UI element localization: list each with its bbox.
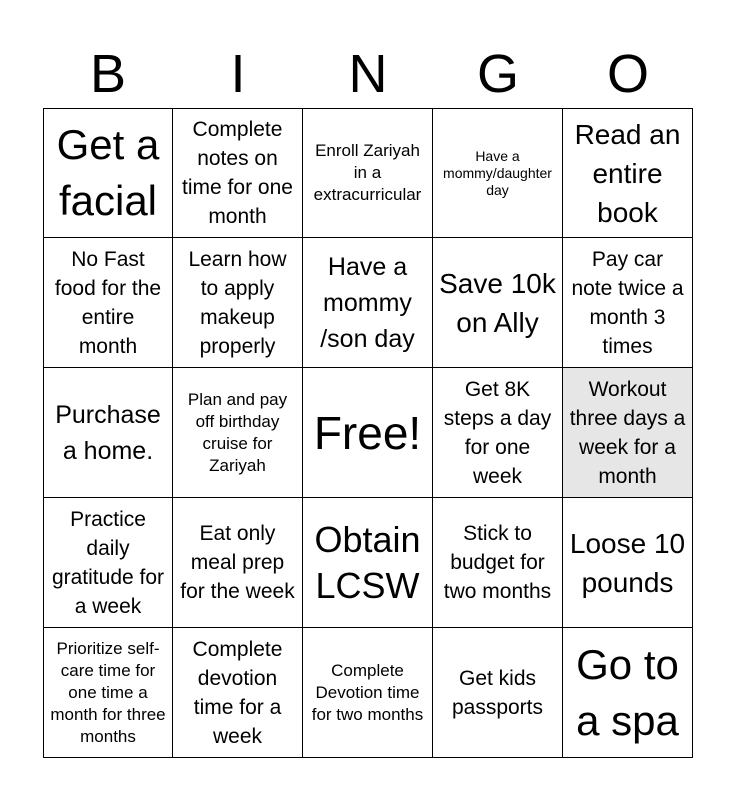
- bingo-cell[interactable]: [433, 368, 563, 498]
- cell-text: Complete Devotion time for two months: [311, 660, 424, 724]
- bingo-cell[interactable]: [303, 628, 433, 758]
- cell-text: Complete notes on time for one month: [182, 118, 293, 228]
- header-letter-n: N: [348, 44, 388, 104]
- bingo-cell[interactable]: [433, 238, 563, 368]
- cell-text: Prioritize self-care time for one time a month for three months: [50, 638, 166, 746]
- cell-text: Get 8K steps a day for one week: [443, 377, 552, 488]
- cell-text: Loose 10 pounds: [569, 527, 686, 598]
- bingo-board: [43, 108, 693, 758]
- bingo-cell[interactable]: [563, 628, 693, 758]
- bingo-cell[interactable]: [563, 498, 693, 628]
- cell-text: Get kids passports: [451, 666, 544, 719]
- bingo-cell[interactable]: [173, 628, 303, 758]
- bingo-cell[interactable]: [43, 498, 173, 628]
- cell-text: Plan and pay off birthday cruise for Zariyah: [187, 389, 288, 475]
- cell-text: Stick to budget for two months: [443, 522, 552, 603]
- bingo-header: [43, 40, 693, 108]
- cell-text: Enroll Zariyah in a extracurricular: [313, 141, 422, 204]
- cell-text: Eat only meal prep for the week: [180, 522, 295, 603]
- bingo-cell[interactable]: [563, 238, 693, 368]
- header-letter-g: G: [476, 44, 519, 104]
- bingo-cell[interactable]: [563, 108, 693, 238]
- bingo-cell[interactable]: [433, 108, 563, 238]
- cell-text: Have a mommy/daughter day: [443, 147, 552, 198]
- cell-text: Practice daily gratitude for a week: [51, 507, 165, 618]
- bingo-cell[interactable]: [433, 498, 563, 628]
- free-space-cell[interactable]: [303, 368, 433, 498]
- bingo-cell[interactable]: [173, 368, 303, 498]
- bingo-cell[interactable]: [43, 628, 173, 758]
- cell-text: Go to a spa: [576, 640, 679, 744]
- cell-text: Read an entire book: [574, 118, 681, 228]
- bingo-cell[interactable]: [303, 498, 433, 628]
- header-letter-i: I: [230, 44, 246, 104]
- bingo-cell[interactable]: [43, 238, 173, 368]
- cell-text: Purchase a home.: [55, 400, 161, 465]
- cell-text: Workout three days a week for a month: [569, 377, 686, 488]
- cell-text: Learn how to apply makeup properly: [188, 247, 287, 358]
- bingo-cell[interactable]: [433, 628, 563, 758]
- cell-text: Get a facial: [56, 121, 160, 224]
- bingo-cell[interactable]: [303, 238, 433, 368]
- bingo-cell[interactable]: [43, 108, 173, 238]
- cell-text: Save 10k on Ally: [439, 267, 556, 338]
- bingo-cell[interactable]: [43, 368, 173, 498]
- cell-text: Complete devotion time for a week: [192, 637, 283, 748]
- bingo-cell[interactable]: [173, 498, 303, 628]
- bingo-cell-marked[interactable]: [563, 368, 693, 498]
- header-letter-b: B: [89, 44, 127, 104]
- cell-text: No Fast food for the entire month: [54, 247, 162, 358]
- cell-text: Obtain LCSW: [314, 518, 421, 606]
- bingo-cell[interactable]: [303, 108, 433, 238]
- cell-text: Pay car note twice a month 3 times: [571, 247, 684, 358]
- bingo-cell[interactable]: [173, 238, 303, 368]
- cell-text: Free!: [313, 406, 422, 459]
- header-letter-o: O: [606, 44, 649, 104]
- cell-text: Have a mommy /son day: [320, 252, 415, 353]
- bingo-cell[interactable]: [173, 108, 303, 238]
